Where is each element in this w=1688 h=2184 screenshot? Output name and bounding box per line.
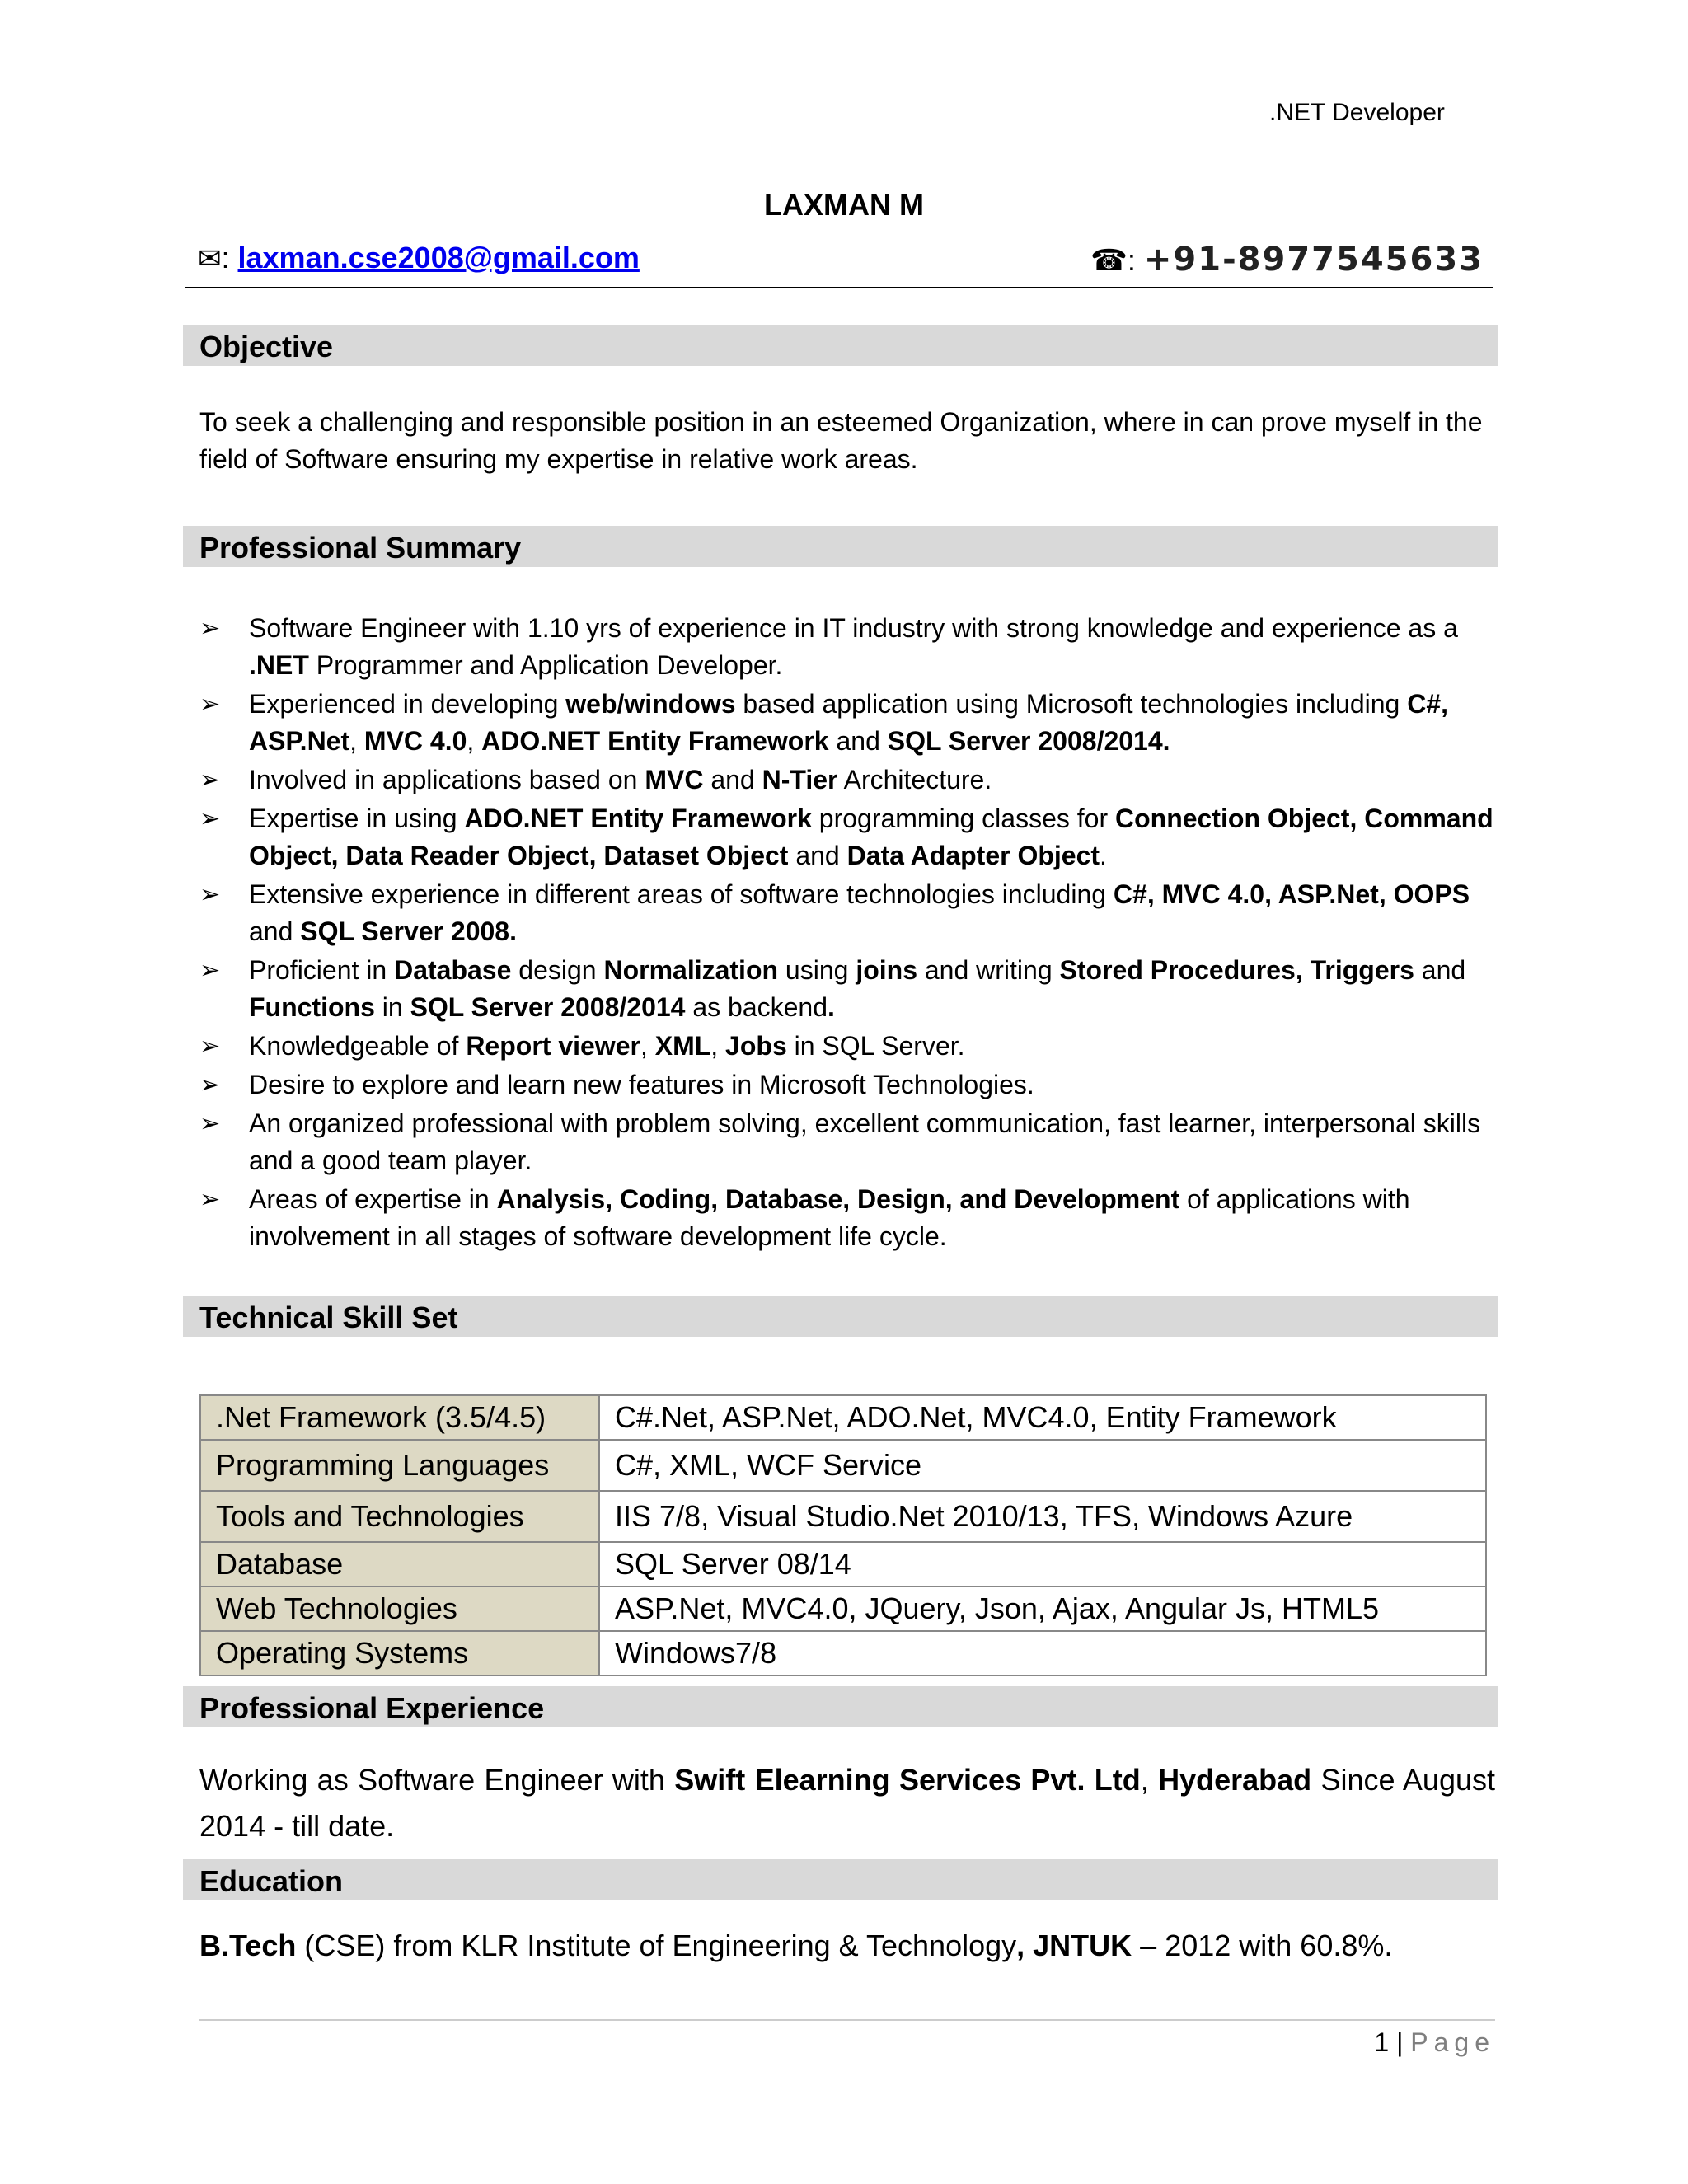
phone-number: +91-8977545633 bbox=[1143, 241, 1484, 279]
summary-list bbox=[199, 610, 1502, 1257]
company-name: Swift Elearning Services Pvt. Ltd bbox=[674, 1763, 1141, 1797]
degree: B.Tech bbox=[199, 1929, 297, 1962]
page-number: 1 bbox=[1374, 2027, 1390, 2057]
telephone-icon: ☎ bbox=[1090, 243, 1128, 277]
section-title: Technical Skill Set bbox=[199, 1301, 458, 1334]
section-technical-skills bbox=[183, 1296, 1498, 1337]
objective-text: To seek a challenging and responsible position in an esteemed Organization, where in can prove myself in the field of Software ensuring my expertise in relative work areas. bbox=[199, 407, 1483, 474]
arrow-bullet-icon: ➢ bbox=[199, 691, 221, 718]
skills-row bbox=[200, 1491, 1486, 1542]
education-text: B.Tech (CSE) from KLR Institute of Engineering & Technology, JNTUK – 2012 with 60.8%. bbox=[199, 1929, 1393, 1962]
skill-category: Tools and Technologies bbox=[200, 1491, 599, 1542]
phone-contact: ☎: +91-8977545633 bbox=[1090, 241, 1484, 279]
arrow-bullet-icon: ➢ bbox=[199, 881, 221, 908]
summary-item: ➢ Knowledgeable of Report viewer, XML, Jobs in SQL Server. bbox=[199, 1028, 1502, 1065]
skills-row bbox=[200, 1631, 1486, 1675]
skills-row bbox=[200, 1586, 1486, 1631]
summary-item: ➢ Proficient in Database design Normalization using joins and writing Stored Procedures, Triggers and Functions in SQL Server 2008/2014 as backend. bbox=[199, 952, 1502, 1026]
contact-row bbox=[185, 241, 1493, 288]
summary-item: ➢ Software Engineer with 1.10 yrs of experience in IT industry with strong knowledge and experience as a .NET Programmer and Application Developer. bbox=[199, 610, 1502, 684]
skill-category: Operating Systems bbox=[200, 1631, 599, 1675]
section-professional-experience bbox=[183, 1686, 1498, 1727]
summary-item: ➢ Involved in applications based on MVC and N-Tier Architecture. bbox=[199, 762, 1502, 799]
university: JNTUK bbox=[1033, 1929, 1132, 1962]
summary-item: ➢ Experienced in developing web/windows based application using Microsoft technologies including C#, ASP.Net, MVC 4.0, ADO.NET Entity Framework and SQL Server 2008/2014. bbox=[199, 686, 1502, 760]
summary-item: ➢ An organized professional with problem solving, excellent communication, fast learner, interpersonal skills and a good team player. bbox=[199, 1105, 1502, 1179]
skill-values: ASP.Net, MVC4.0, JQuery, Json, Ajax, Angular Js, HTML5 bbox=[599, 1586, 1486, 1631]
section-title: Professional Experience bbox=[199, 1691, 545, 1725]
skills-row bbox=[200, 1395, 1486, 1440]
email-contact: ✉: laxman.cse2008@gmail.com bbox=[198, 241, 640, 274]
section-title: Objective bbox=[199, 330, 334, 363]
skill-values: SQL Server 08/14 bbox=[599, 1542, 1486, 1586]
arrow-bullet-icon: ➢ bbox=[199, 1033, 221, 1060]
section-professional-summary bbox=[183, 526, 1498, 567]
skills-row bbox=[200, 1440, 1486, 1491]
page-footer: 1 | Page bbox=[1374, 2027, 1495, 2057]
arrow-bullet-icon: ➢ bbox=[199, 1071, 221, 1099]
skill-values: C#.Net, ASP.Net, ADO.Net, MVC4.0, Entity Framework bbox=[599, 1395, 1486, 1440]
summary-item: ➢ Expertise in using ADO.NET Entity Framework programming classes for Connection Object, Command Object, Data Reader Object, Dataset Object and Data Adapter Object. bbox=[199, 800, 1502, 874]
skill-category: Web Technologies bbox=[200, 1586, 599, 1631]
arrow-bullet-icon: ➢ bbox=[199, 805, 221, 832]
arrow-bullet-icon: ➢ bbox=[199, 957, 221, 984]
skill-category: Database bbox=[200, 1542, 599, 1586]
email-link[interactable]: laxman.cse2008@gmail.com bbox=[237, 241, 640, 274]
section-objective bbox=[183, 325, 1498, 366]
company-city: Hyderabad bbox=[1158, 1763, 1312, 1797]
footer-divider bbox=[199, 2019, 1495, 2021]
skills-row bbox=[200, 1542, 1486, 1586]
summary-item: ➢ Extensive experience in different areas of software technologies including C#, MVC 4.0, ASP.Net, OOPS and SQL Server 2008. bbox=[199, 876, 1502, 950]
page-word: Page bbox=[1410, 2027, 1495, 2057]
envelope-icon: ✉ bbox=[198, 243, 222, 274]
section-title: Professional Summary bbox=[199, 531, 522, 565]
arrow-bullet-icon: ➢ bbox=[199, 615, 221, 642]
arrow-bullet-icon: ➢ bbox=[199, 766, 221, 794]
arrow-bullet-icon: ➢ bbox=[199, 1186, 221, 1213]
experience-text: Working as Software Engineer with Swift Elearning Services Pvt. Ltd, Hyderabad Since August 2014 - till date. bbox=[199, 1763, 1495, 1843]
skill-values: C#, XML, WCF Service bbox=[599, 1440, 1486, 1491]
summary-item: ➢ Desire to explore and learn new features in Microsoft Technologies. bbox=[199, 1066, 1502, 1104]
header-role: .NET Developer bbox=[1269, 99, 1445, 126]
section-education bbox=[183, 1859, 1498, 1900]
skill-values: Windows7/8 bbox=[599, 1631, 1486, 1675]
section-title: Education bbox=[199, 1864, 344, 1898]
skill-category: Programming Languages bbox=[200, 1440, 599, 1491]
arrow-bullet-icon: ➢ bbox=[199, 1110, 221, 1137]
skill-values: IIS 7/8, Visual Studio.Net 2010/13, TFS, Windows Azure bbox=[599, 1491, 1486, 1542]
skill-category: .Net Framework (3.5/4.5) bbox=[200, 1395, 599, 1440]
skills-table bbox=[199, 1394, 1487, 1676]
candidate-name: LAXMAN M bbox=[764, 188, 924, 222]
summary-item: ➢ Areas of expertise in Analysis, Coding, Database, Design, and Development of applications with involvement in all stages of software development life cycle. bbox=[199, 1181, 1502, 1255]
